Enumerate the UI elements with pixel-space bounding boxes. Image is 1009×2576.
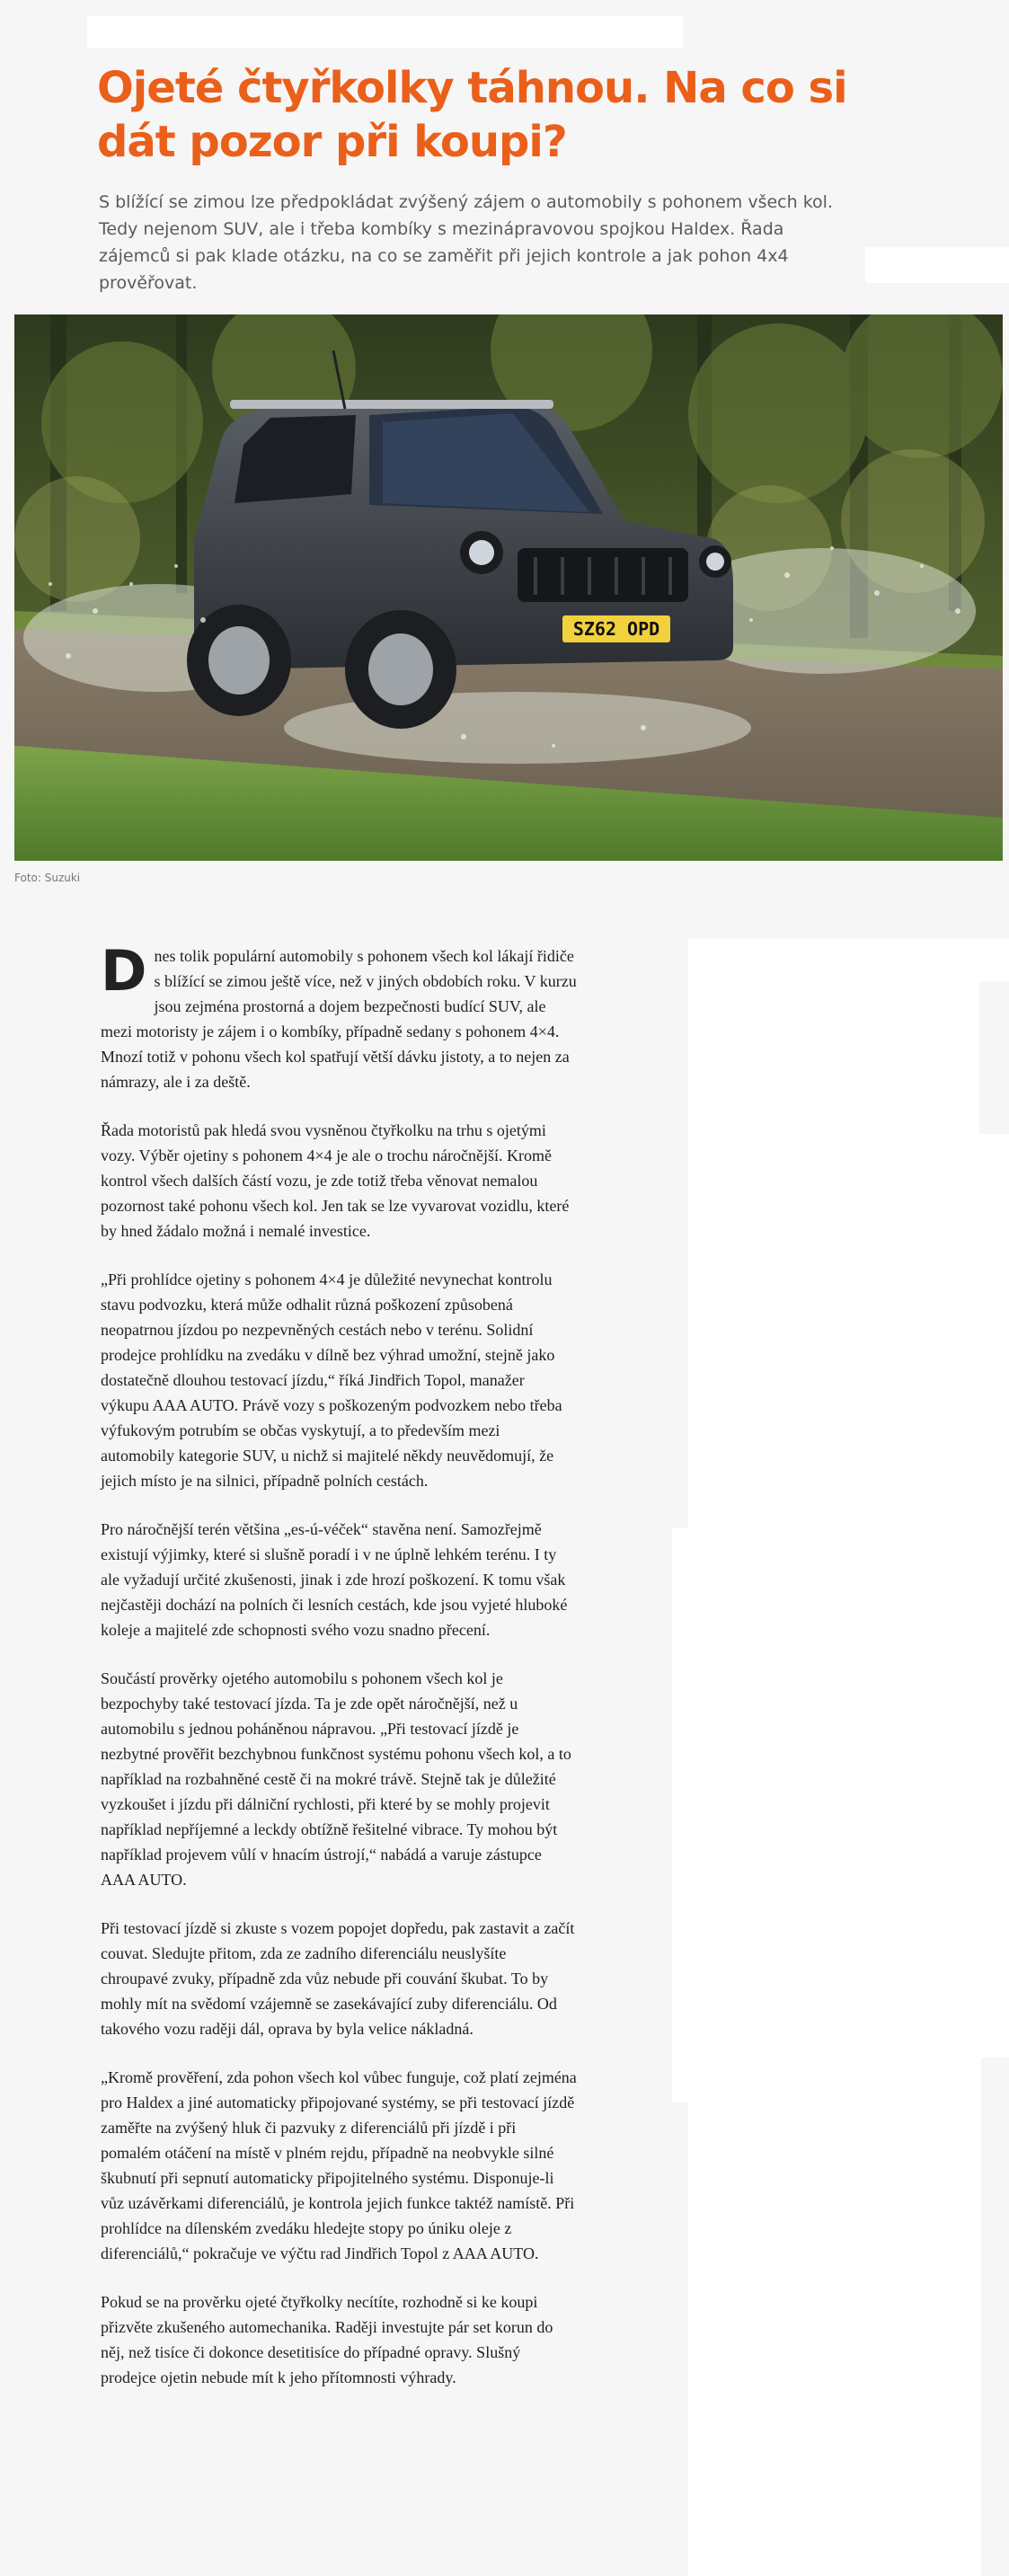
suzuki-jimny-photo [14,314,1003,861]
top-banner-placeholder [87,16,683,49]
article-title: Ojeté čtyřkolky táhnou. Na co si dát pozor při koupi? [97,63,847,167]
sidebar-placeholder [688,939,1009,2576]
paragraph [101,938,577,1094]
sidebar-edge [672,1527,688,2102]
dropcap: D [101,938,147,1004]
photo-credit: Foto: Suzuki [14,872,81,884]
paragraph: Pokud se na prověrku ojeté čtyřkolky necítíte, rozhodně si ke koupi přizvěte zkušeného automechanika. Raději investujte pár set korun do něj, než tisíce či dokonce desetitisíce do případné opravy. Slušný prodejce ojetin nebude mít k jeho přítomnosti výhrady. [101,2293,553,2386]
paragraph: Pro náročnější terén většina „es-ú-véček“ stavěna není. Samozřejmě existují výjimky, které si slušně poradí i v ne úplně lehkém terénu. I ty ale vyžadují určité zkušenosti, jinak i zde hrozí poškození. K tomu však nejčastěji dochází na polních či lesních cestách, kde jsou vyjeté hluboké koleje a majitelé zde schopnosti svého vozu snadno přecení. [101,1520,568,1639]
license-plate: SZ62 OPD [572,618,660,640]
side-banner-placeholder [865,247,1009,283]
paragraph: „Při prohlídce ojetiny s pohonem 4×4 je důležité nevynechat kontrolu stavu podvozku, která může odhalit různá poškození způsobená neopatrnou jízdou po nezpevněných cestách nebo v terénu. Solidní prodejce prohlídku na zvedáku v dílně bez výhrad umožní, stejně jako dostatečně dlouhou testovací jízdu,“ říká Jindřich Topol, manažer výkupu AAA AUTO. Právě vozy s poškozeným podvozkem nebo třeba výfukovým potrubím se občas vyskytují, a to především mezi automobily kategorie SUV, u nichž si majitelé někdy neuvědomují, že jejich místo je na silnici, případně polních cestách. [101,1270,562,1490]
article-perex: S blížící se zimou lze předpokládat zvýšený zájem o automobily s pohonem všech kol. Tedy nejenom SUV, ale i třeba kombíky s mezinápravovou spojkou Haldex. Řada zájemců si pak klade otázku, na co se zaměřit při jejich kontrole a jak pohon 4x4 prověřovat. [99,192,833,293]
paragraph: „Kromě prověření, zda pohon všech kol vůbec funguje, což platí zejména pro Haldex a jiné automaticky připojované systémy, se při testovací jízdě zaměřte na zvýšený hluk či pazvuky z diferenciálů při jízdě i při pomalém otáčení na místě v plném rejdu, případně na neobvykle silné škubnutí při sepnutí automaticky připojitelného systému. Disponuje-li vůz uzávěrkami diferenciálů, je kontrola jejich funkce taktéž namístě. Při prohlídce na dílenském zvedáku hledejte stopy po úniku oleje z diferenciálů,“ pokračuje ve výčtu rad Jindřich Topol z AAA AUTO. [101,2068,577,2262]
paragraph: Řada motoristů pak hledá svou vysněnou čtyřkolku na trhu s ojetými vozy. Výběr ojetiny s pohonem 4×4 je ale o trochu náročnější. Kromě kontrol všech dalších částí vozu, je zde totiž třeba věnovat nemalou pozornost také pohonu všech kol. Jen tak se lze vyvarovat vozidlu, které by hned žádalo možná i nemalé investice. [101,1121,570,1240]
paragraph: Součástí prověrky ojetého automobilu s pohonem všech kol je bezpochyby také testovací jízda. Ta je zde opět náročnější, než u automobilu s jednou poháněnou nápravou. „Při testovací jízdě je nezbytné prověřit bezchybnou funkčnost systému pohonu všech kol, a to například na rozbahněné cestě či na mokré trávě. Stejně tak je důležité vyzkoušet i jízdu při dálniční rychlosti, při které by se mohly projevit například nepříjemné a leckdy obtížně řešitelné vibrace. Ty mohou být například projevem vůlí v hnacím ústrojí,“ nabádá a varuje zástupce AAA AUTO. [101,1669,571,1889]
paragraph-text: nes tolik populární automobily s pohonem všech kol lákají řidiče s blížící se zimou ještě více, než v jiných obdobích roku. V kurzu jsou zejména prostorná a dojem bezpečnosti budící SUV, ale mezi motoristy je zájem i o kombíky, případně sedany s pohonem 4×4. Mnozí totiž v pohonu všech kol spatřují větší dávku jistoty, a to nejen za námrazy, ale i za deště. [101,947,577,1091]
sidebar-edge [981,2058,1009,2576]
paragraph: Při testovací jízdě si zkuste s vozem popojet dopředu, pak zastavit a začít couvat. Sledujte přitom, zda ze zadního diferenciálu neuslyšíte chroupavé zvuky, případně zda vůz nebude při couvání škubat. To by mohly mít na svědomí vzájemně se zasekávající zuby diferenciálu. Od takového vozu raději dál, oprava by byla velice nákladná. [101,1919,575,2038]
article-body [101,938,577,2413]
article-hero-image[interactable] [14,314,1003,861]
sidebar-edge [979,981,1009,1134]
